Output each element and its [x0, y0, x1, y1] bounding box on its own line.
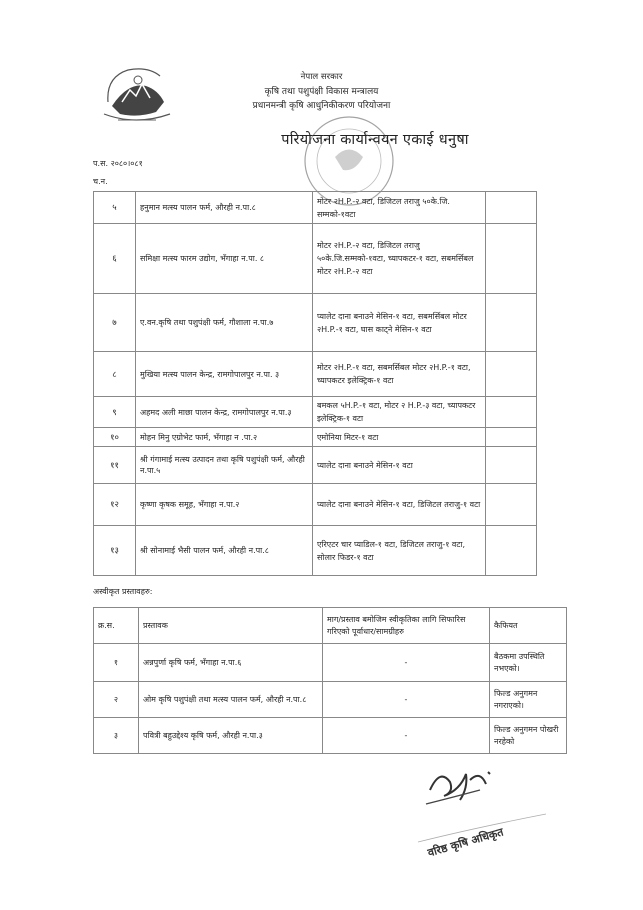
row-serial: २: [94, 682, 139, 718]
table-row: [94, 397, 537, 428]
table-row: [94, 428, 537, 447]
table-header-row: [94, 608, 567, 644]
signatory-title: वरिष्ठ कृषि अधिकृत: [426, 825, 505, 860]
remarks-cell: [486, 526, 537, 576]
proposer-name: ओम कृषि पशुपंक्षी तथा मत्स्य पालन फर्म, औरही न.पा.८: [139, 682, 323, 718]
table-row: [94, 484, 537, 526]
table-row: [94, 644, 567, 682]
row-serial: १२: [94, 484, 136, 526]
rejected-heading: अस्वीकृत प्रस्तावहरु:: [93, 587, 153, 596]
equipment-list: मोटर २H.P.-२ वटा, डिजिटल तराजु ५०के.जि.सम्मको-१वटा, च्यापकटर-१ वटा, सबमर्सिबल मोटर २H.P.-२ वटा: [313, 224, 486, 294]
table-row: [94, 224, 537, 294]
table-row: [94, 294, 537, 352]
remarks-cell: बैठकमा उपस्थिति नभएको।: [490, 644, 567, 682]
row-serial: ९: [94, 397, 136, 428]
equipment-list: मोटर २H.P.-१ वटा, सबमर्सिबल मोटर २H.P.-१ वटा, च्यापकटर इलेक्ट्रिक-१ वटा: [313, 352, 486, 397]
remarks-cell: [486, 294, 537, 352]
farm-name: मोहन मिनु एग्रोभेट फार्म, भँगाहा न .पा.२: [136, 428, 313, 447]
farm-name: कृष्णा कृषक समूह, भँगाहा न.पा.२: [136, 484, 313, 526]
fiscal-year: प.स. २०८०।०८१: [93, 159, 143, 168]
project-name: प्रधानमन्त्री कृषि आधुनिकीकरण परियोजना: [252, 101, 391, 111]
handwritten-signature: [420, 760, 500, 814]
remarks-cell: [486, 397, 537, 428]
farm-name: ए.वन.कृषि तथा पशुपंक्षी फर्म, गौशाला न.पा.७: [136, 294, 313, 352]
equipment-list: मोटर २H.P.-२ वटा, डिजिटल तराजु ५०के.जि. सम्मको-१वटा: [313, 192, 486, 224]
equipment-list: प्यालेट दाना बनाउने मेसिन-१ वटा, डिजिटल तराजु-१ वटा: [313, 484, 486, 526]
header-serial: क्र.स.: [94, 608, 139, 644]
proposer-name: अन्नपुर्णा कृषि फर्म, भँगाहा न.पा.६: [139, 644, 323, 682]
remarks-cell: फिल्ड अनुगमन पोखरी नरहेको: [490, 718, 567, 754]
header-remarks: कैफियत: [490, 608, 567, 644]
table-row: [94, 192, 537, 224]
table-row: [94, 718, 567, 754]
remarks-cell: [486, 192, 537, 224]
table-row: [94, 447, 537, 484]
equipment-list: एमोनिया मिटर-१ वटा: [313, 428, 486, 447]
farm-name: अहमद अली माछा पालन केन्द्र, रामगोपालपुर न.पा.३: [136, 397, 313, 428]
farm-name: हनुमान मत्स्य पालन फर्म, औरही न.पा.८: [136, 192, 313, 224]
row-serial: ६: [94, 224, 136, 294]
header-proposer: प्रस्तावक: [139, 608, 323, 644]
government-name: नेपाल सरकार: [300, 72, 343, 82]
row-serial: १३: [94, 526, 136, 576]
equipment-list: प्यालेट दाना बनाउने मेसिन-१ वटा: [313, 447, 486, 484]
remarks-cell: [486, 447, 537, 484]
farm-name: मुखिया मत्स्य पालन केन्द्र, रामगोपालपुर न.पा. ३: [136, 352, 313, 397]
dispatch-number: च.न.: [93, 177, 108, 186]
header-items: माग/प्रस्ताव बमोजिम स्वीकृतिका लागि सिफारिस गरिएको पूर्वाधार/सामग्रीहरु: [323, 608, 490, 644]
remarks-cell: फिल्ड अनुगमन नगराएको।: [490, 682, 567, 718]
farm-name: समिक्षा मत्स्य फारम उद्योग, भँगाहा न.पा. ८: [136, 224, 313, 294]
remarks-cell: [486, 352, 537, 397]
table-row: [94, 352, 537, 397]
recommended-items: -: [323, 718, 490, 754]
rejected-proposals-table: [93, 607, 567, 754]
ministry-name: कृषि तथा पशुपंक्षी विकास मन्त्रालय: [264, 87, 379, 97]
row-serial: ११: [94, 447, 136, 484]
row-serial: ३: [94, 718, 139, 754]
recommended-items: -: [323, 644, 490, 682]
equipment-list: एरिएटर चार प्याडिल-१ वटा, डिजिटल तराजु-१ वटा, सोलार फिडर-१ वटा: [313, 526, 486, 576]
table-row: [94, 682, 567, 718]
remarks-cell: [486, 484, 537, 526]
proposer-name: पवित्री बहुउद्देश्य कृषि फर्म, औरही न.पा.३: [139, 718, 323, 754]
farm-name: श्री गंगामाई मत्स्य उत्पादन तथा कृषि पशुपंक्षी फर्म, औरही न.पा.५: [136, 447, 313, 484]
equipment-list: प्यालेट दाना बनाउने मेसिन-१ वटा, सबमर्सिबल मोटर २H.P.-१ वटा, घास काट्ने मेसिन-१ वटा: [313, 294, 486, 352]
row-serial: १०: [94, 428, 136, 447]
farm-name: श्री सोनामाई भैसी पालन फर्म, औरही न.पा.८: [136, 526, 313, 576]
remarks-cell: [486, 428, 537, 447]
row-serial: ७: [94, 294, 136, 352]
unit-title: परियोजना कार्यान्वयन एकाई धनुषा: [281, 132, 469, 148]
recommended-items: -: [323, 682, 490, 718]
table-row: [94, 526, 537, 576]
row-serial: ८: [94, 352, 136, 397]
row-serial: ५: [94, 192, 136, 224]
row-serial: १: [94, 644, 139, 682]
approved-proposals-table: [93, 191, 537, 576]
remarks-cell: [486, 224, 537, 294]
equipment-list: बमकल ५H.P.-१ वटा, मोटर २ H.P.-३ वटा, च्यापकटर इलेक्ट्रिक-१ वटा: [313, 397, 486, 428]
